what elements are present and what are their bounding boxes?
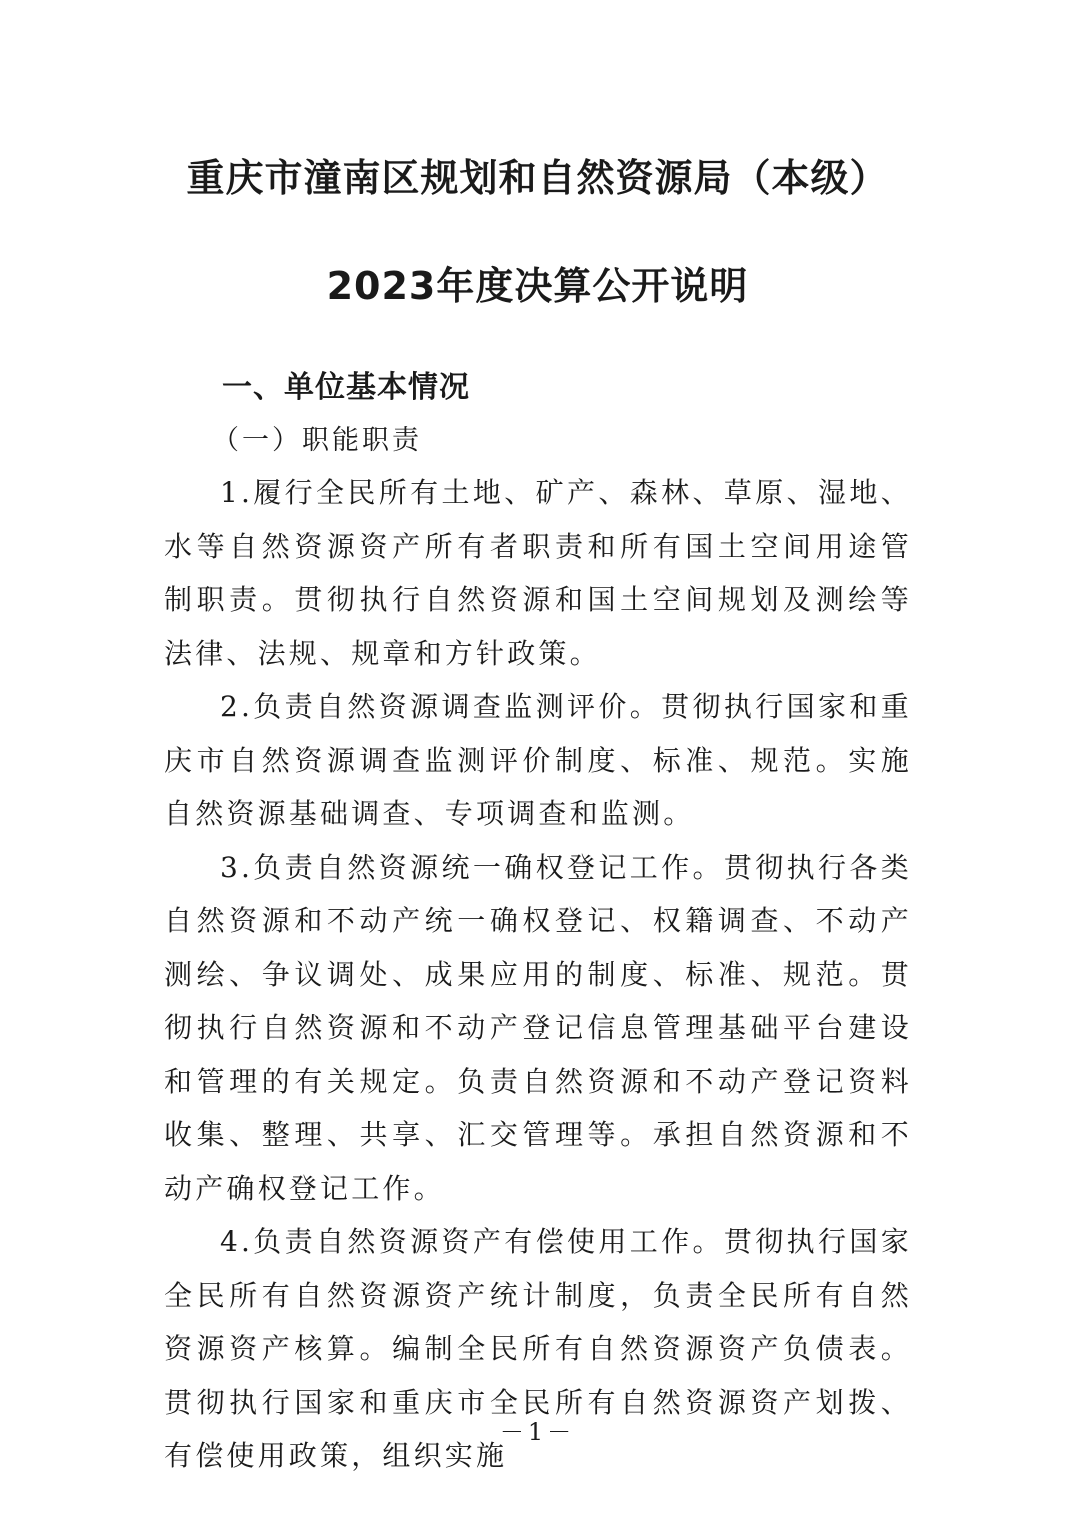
document-title-line2: 2023年度决算公开说明 [326,264,749,308]
paragraph-3: 3.负责自然资源统一确权登记工作。贯彻执行各类自然资源和不动产统一确权登记、权籍调查、不动产测绘、争议调处、成果应用的制度、标准、规范。贯彻执行自然资源和不动产登记信息管理基础平台建设和管理的有关规定。负责自然资源和不动产登记资料收集、整理、共享、汇交管理等。承担自然资源和不动产确权登记工作。 [164,850,912,1205]
page-number: －1－ [499,1418,576,1446]
document-body [164,466,912,1483]
paragraph-1: 1.履行全民所有土地、矿产、森林、草原、湿地、水等自然资源资产所有者职责和所有国土空间用途管制职责。贯彻执行自然资源和国土空间规划及测绘等法律、法规、规章和方针政策。 [164,476,912,670]
document-title-line1: 重庆市潼南区规划和自然资源局（本级） [186,156,889,200]
paragraph-2: 2.负责自然资源调查监测评价。贯彻执行国家和重庆市自然资源调查监测评价制度、标准、规范。实施自然资源基础调查、专项调查和监测。 [164,690,912,830]
paragraph-4: 4.负责自然资源资产有偿使用工作。贯彻执行国家全民所有自然资源资产统计制度，负责全民所有自然资源资产核算。编制全民所有自然资源资产负债表。贯彻执行国家和重庆市全民所有自然资源资产划拨、有偿使用政策，组织实施 [164,1225,912,1472]
section-heading: 一、单位基本情况 [222,370,470,405]
subsection-heading: （一）职能职责 [212,425,422,456]
